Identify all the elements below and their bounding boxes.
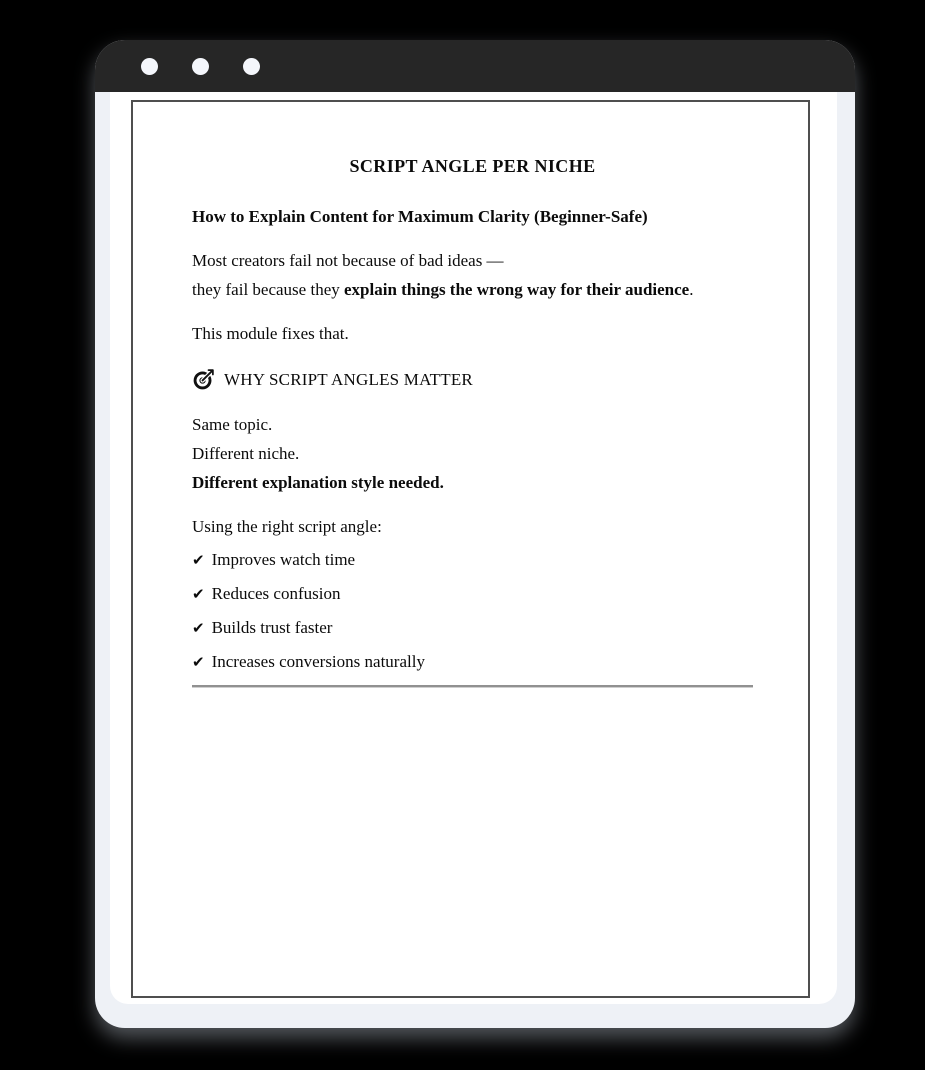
intro-line-2-bold: explain things the wrong way for their audience (344, 280, 690, 299)
list-item (192, 545, 753, 575)
check-icon: ✔ (192, 551, 205, 569)
contrast-line-1: Same topic. (192, 415, 273, 434)
check-icon: ✔ (192, 619, 205, 637)
list-item (192, 579, 753, 609)
intro-paragraph (192, 246, 753, 304)
browser-window (95, 40, 855, 1028)
fix-line: This module fixes that. (192, 324, 349, 343)
window-control-dot[interactable] (243, 58, 260, 75)
benefit-label: Increases conversions naturally (211, 652, 425, 671)
section-heading-label: WHY SCRIPT ANGLES MATTER (224, 370, 473, 389)
section-divider (192, 685, 753, 688)
window-content-area (110, 92, 837, 1004)
window-control-dot[interactable] (192, 58, 209, 75)
intro-line-2-prefix: they fail because they (192, 280, 344, 299)
list-item (192, 613, 753, 643)
benefit-label: Reduces confusion (211, 584, 341, 603)
check-icon: ✔ (192, 653, 205, 671)
intro-line-1: Most creators fail not because of bad ideas — (192, 251, 504, 270)
check-icon: ✔ (192, 585, 205, 603)
benefits-lead: Using the right script angle: (192, 517, 382, 536)
contrast-paragraph (192, 410, 753, 497)
target-dart-icon (192, 368, 215, 391)
intro-line-2-suffix: . (689, 280, 694, 299)
document-subtitle: How to Explain Content for Maximum Clarity (Beginner-Safe) (192, 207, 648, 226)
list-item (192, 647, 753, 677)
contrast-line-2: Different niche. (192, 444, 300, 463)
window-control-dot[interactable] (141, 58, 158, 75)
document-page (131, 100, 810, 998)
document-title: SCRIPT ANGLE PER NICHE (349, 156, 596, 176)
benefits-checklist (192, 512, 753, 677)
window-titlebar (95, 40, 855, 92)
section-heading (192, 363, 753, 396)
contrast-line-3: Different explanation style needed. (192, 473, 444, 492)
benefit-label: Builds trust faster (211, 618, 333, 637)
benefit-label: Improves watch time (211, 550, 356, 569)
